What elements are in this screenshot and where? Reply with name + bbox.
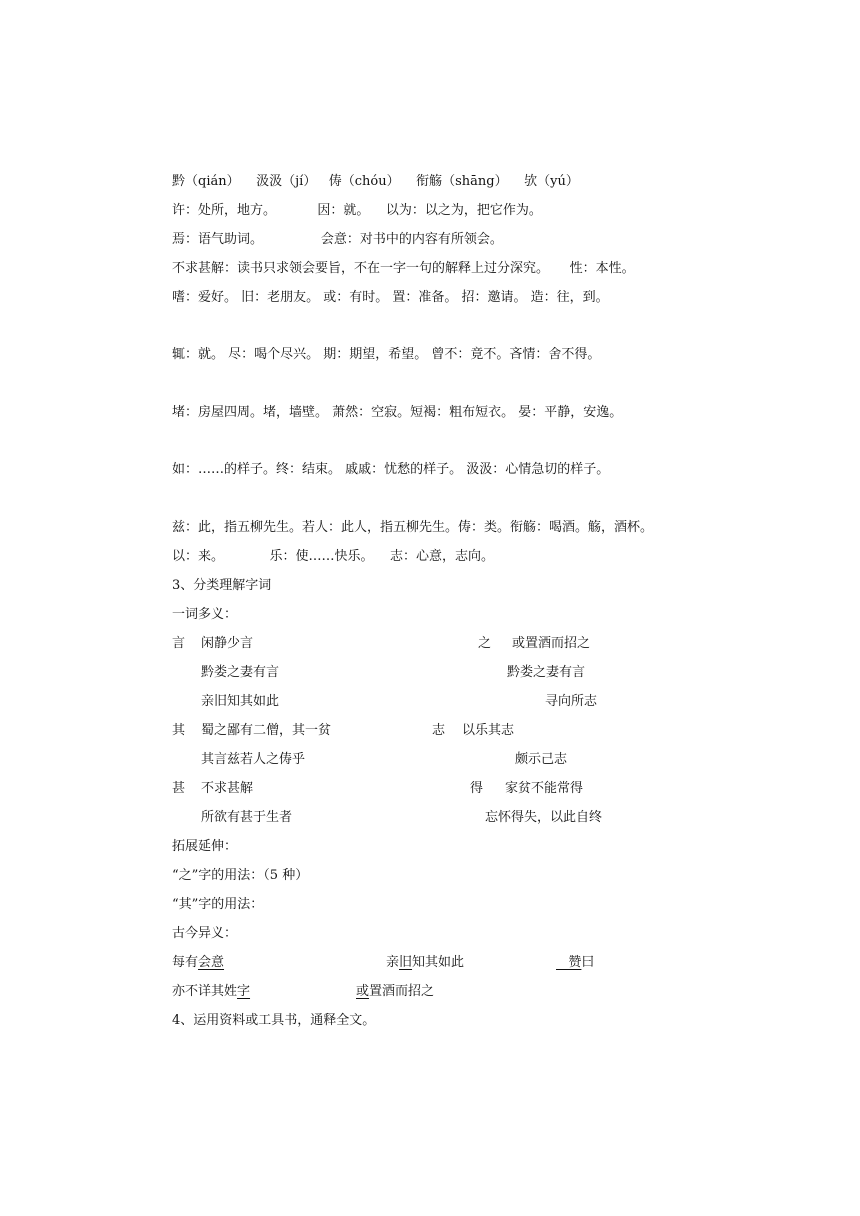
shen-example-2: 所欲有甚于生者 [201, 810, 293, 825]
zhi-example-1: 或置酒而招之 [512, 636, 591, 651]
polysemy-label: 一词多义： [172, 607, 238, 622]
gujin-item-b: 亲旧知其如此 [386, 955, 465, 970]
zhi-aspiration-example-2: 颇示己志 [515, 752, 568, 767]
vocab-paragraph-6: 辄：就。 尽：喝个尽兴。 期：期望，希望。 曾不：竟不。吝情：舍不得。 [172, 347, 601, 362]
extension-label: 拓展延伸： [172, 839, 238, 854]
pinyin-line: 黔（qián） 汲汲（jí） 俦（chóu） 衔觞（shāng） 欤（yú） [172, 174, 579, 189]
vocab-line-10: 以：来。 乐：使……快乐。 志：心意，志向。 [172, 549, 494, 564]
section-3-heading: 3、分类理解字词 [172, 578, 272, 593]
qi-usage-prompt: “其”字的用法： [172, 897, 264, 912]
gujin-label: 古今异义： [172, 926, 238, 941]
de-example-2: 忘怀得失，以此自终 [485, 810, 603, 825]
qi-example-2: 其言兹若人之俦乎 [201, 752, 306, 767]
vocab-line-4: 不求甚解：读书只求领会要旨，不在一字一句的解释上过分深究。 性：本性。 [172, 261, 635, 276]
word-de: 得 [470, 781, 484, 796]
yan-example-1: 闲静少言 [201, 636, 254, 651]
word-shen: 甚 [172, 781, 186, 796]
vocab-line-9: 兹：此，指五柳先生。若人：此人，指五柳先生。俦：类。衔觞：喝酒。觞，酒杯。 [172, 520, 654, 535]
word-qi: 其 [172, 723, 186, 738]
zhi-aspiration-example-1: 以乐其志 [462, 723, 515, 738]
yan-example-2: 黔娄之妻有言 [201, 665, 280, 680]
gujin-item-e: 或置酒而招之 [356, 984, 435, 999]
zhi-example-2: 黔娄之妻有言 [507, 665, 586, 680]
yan-example-3: 亲旧知其如此 [201, 694, 280, 709]
zhi-example-3: 寻向所志 [545, 694, 598, 709]
vocab-line-2: 许：处所，地方。 因：就。 以为：以之为，把它作为。 [172, 203, 542, 218]
vocab-line-3: 焉：语气助词。 会意：对书中的内容有所领会。 [172, 232, 503, 247]
gujin-item-c: 赞曰 [556, 955, 595, 970]
word-zhi-aspiration: 志 [432, 723, 446, 738]
vocab-paragraph-5: 嗜：爱好。 旧：老朋友。 或：有时。 置：准备。 招：邀请。 造：往，到。 [172, 290, 609, 305]
de-example-1: 家贫不能常得 [505, 781, 584, 796]
shen-example-1: 不求甚解 [201, 781, 254, 796]
gujin-item-a: 每有会意 [172, 955, 225, 970]
vocab-paragraph-8: 如：……的样子。终：结束。 戚戚：忧愁的样子。 汲汲：心情急切的样子。 [172, 462, 610, 477]
section-4-heading: 4、运用资料或工具书，通释全文。 [172, 1013, 376, 1028]
word-zhi: 之 [478, 636, 492, 651]
word-yan: 言 [172, 636, 186, 651]
qi-example-1: 蜀之鄙有二僧，其一贫 [201, 723, 332, 738]
vocab-paragraph-7: 堵：房屋四周。堵，墙壁。 萧然：空寂。短褐：粗布短衣。 晏：平静，安逸。 [172, 405, 623, 420]
gujin-item-d: 亦不详其姓字 [172, 984, 251, 999]
zhi-usage-prompt: “之”字的用法：（5 种） [172, 868, 309, 883]
